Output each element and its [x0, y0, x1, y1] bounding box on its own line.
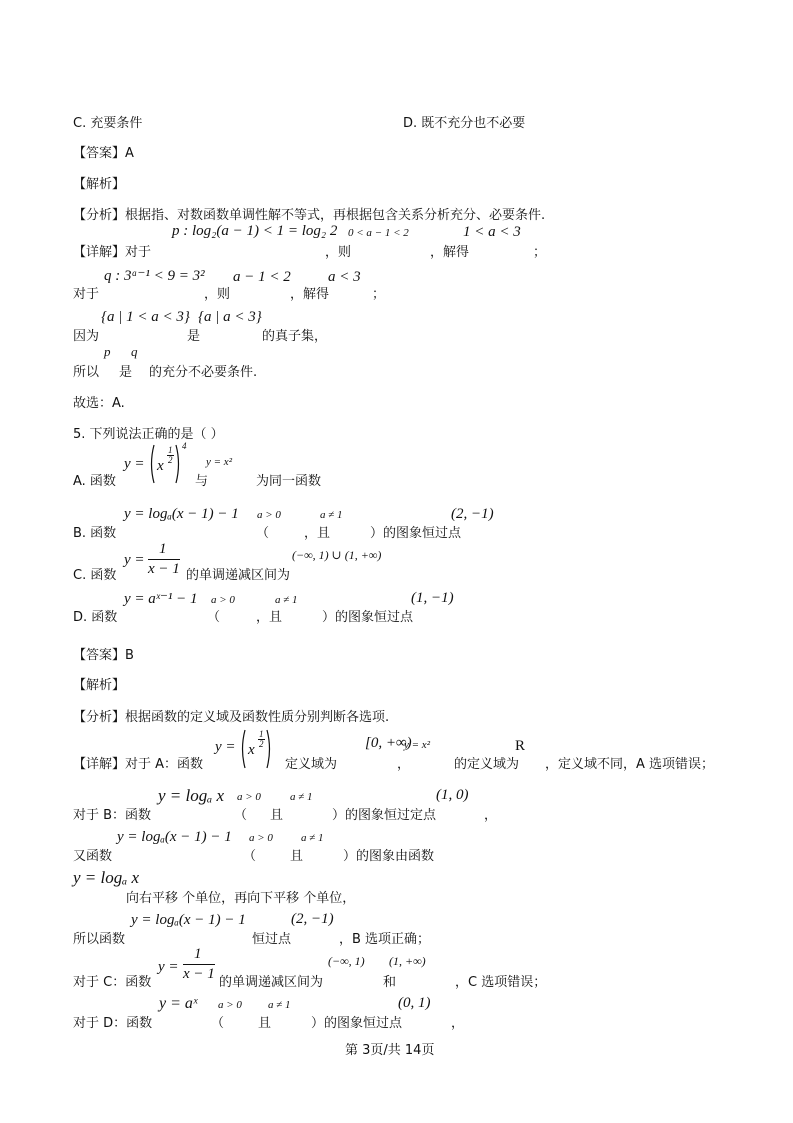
- math-fb: y = logₐ(x − 1) − 1: [124, 506, 239, 522]
- option-c-label: C. 函数: [73, 568, 117, 583]
- math-fd: y = aˣ⁻¹ − 1: [124, 591, 198, 607]
- math-sh-fb: y = logₐ(x − 1) − 1: [131, 912, 246, 928]
- math-fa-paren: [148, 443, 182, 485]
- option-c-text: 的单调递减区间为: [186, 568, 291, 583]
- answer-label: 【答案】A: [73, 146, 134, 161]
- because-b: 是: [187, 329, 201, 344]
- math-yh-a-ne1: a ≠ 1: [301, 832, 324, 844]
- detail-c-2: 的单调递减区间为: [219, 975, 324, 990]
- option-d-open: （: [207, 610, 221, 625]
- detail-d-1: 对于 D：函数: [73, 1016, 153, 1031]
- option-b-label: B. 函数: [73, 526, 117, 541]
- detail-b-2: （: [234, 808, 248, 823]
- analysis-heading: 【解析】: [73, 177, 126, 192]
- math-b-a-gt0: a > 0: [257, 509, 281, 521]
- math-xc-int-left: (−∞, 1): [328, 954, 365, 968]
- detail-line-1a: 【详解】对于: [73, 245, 152, 260]
- detail-line-1b: ，则: [325, 245, 352, 260]
- because-a: 因为: [73, 329, 100, 344]
- math-xa-domain: [0, +∞): [365, 735, 412, 751]
- math-fa-x: x: [157, 458, 164, 474]
- math-xb-a-gt0: a > 0: [237, 791, 261, 803]
- option-a-label: A. 函数: [73, 474, 116, 489]
- detail-b-3: 且: [270, 808, 284, 823]
- detail-a-2: 定义域为: [285, 757, 338, 772]
- detail-a-4: 的定义域为: [454, 757, 520, 772]
- detail-c-4: ，C 选项错误；: [455, 975, 547, 990]
- math-xc-int-right: (1, +∞): [389, 954, 426, 968]
- detail-b-5: ，: [484, 808, 498, 823]
- math-xc-num: 1: [194, 946, 202, 962]
- also-1: 又函数: [73, 849, 113, 864]
- so-1: 所以函数: [73, 932, 126, 947]
- detail-line-1c: ，解得: [430, 245, 470, 260]
- detail-c-1: 对于 C：函数: [73, 975, 152, 990]
- math-xa-half-num: 1: [259, 729, 264, 739]
- shift-text: 向右平移 个单位，再向下平移 个单位，: [126, 891, 356, 906]
- analysis-summary: 【分析】根据指、对数函数单调性解不等式，再根据包含关系分析充分、必要条件.: [73, 208, 546, 223]
- bracket-graphic: [148, 443, 182, 485]
- detail-b-1: 对于 B：函数: [73, 808, 152, 823]
- math-log-x: y = logₐ x: [73, 868, 140, 887]
- math-d-a-ne1: a ≠ 1: [275, 594, 298, 606]
- detail-a-1: 【详解】对于 A：函数: [73, 757, 204, 772]
- detail-d-2: （: [211, 1016, 225, 1031]
- math-fc-y: y =: [124, 552, 145, 568]
- therefore-a: 所以: [73, 365, 100, 380]
- also-4: ）的图象由函数: [343, 849, 435, 864]
- math-xa-x: x: [248, 742, 255, 758]
- math-p: p: [104, 344, 111, 359]
- page-footer: 第 3页/共 14页: [345, 1043, 435, 1058]
- math-a-lt-3: a < 3: [328, 269, 361, 285]
- math-set-1: {a | 1 < a < 3}: [101, 309, 190, 325]
- math-fa-power: 4: [182, 441, 187, 451]
- option-d-and: ，且: [256, 610, 283, 625]
- math-xa-R: R: [515, 738, 526, 754]
- option-c: C. 充要条件: [73, 116, 143, 131]
- math-xc-y: y =: [158, 959, 179, 975]
- math-a-lt-2: a − 1 < 2: [233, 269, 291, 285]
- math-q: q: [131, 344, 138, 359]
- math-xa-paren: [239, 728, 273, 770]
- option-b-and: ，且: [304, 526, 331, 541]
- option-b-point: ）的图象恒过点: [370, 526, 462, 541]
- math-xc-frac-line: [183, 964, 215, 965]
- math-fa-half-num: 1: [168, 445, 173, 455]
- detail-d-3: 且: [258, 1016, 272, 1031]
- choose-a: 故选：A.: [73, 396, 125, 411]
- option-a-same: 为同一函数: [256, 474, 322, 489]
- math-xb-point: (1, 0): [436, 787, 469, 803]
- because-c: 的真子集，: [262, 329, 328, 344]
- math-set-2: {a | a < 3}: [198, 309, 262, 325]
- math-fc-num: 1: [159, 541, 167, 557]
- math-fa-ysq: y = x²: [206, 456, 232, 468]
- detail-line-2c: ，解得: [290, 287, 330, 302]
- analysis-heading-2: 【解析】: [73, 678, 126, 693]
- math-fc-den: x − 1: [148, 561, 180, 577]
- math-a-range: 0 < a − 1 < 2: [348, 227, 409, 239]
- detail-line-1d: ；: [533, 245, 547, 260]
- option-b-open: （: [256, 526, 270, 541]
- math-d-point: (1, −1): [411, 590, 454, 606]
- option-d-label: D. 函数: [73, 610, 118, 625]
- math-sh-point: (2, −1): [291, 911, 334, 927]
- detail-line-2b: ，则: [204, 287, 231, 302]
- detail-b-4: ）的图象恒过定点: [332, 808, 437, 823]
- math-xd-a-gt0: a > 0: [218, 999, 242, 1011]
- math-xd-ax: y = aˣ: [159, 995, 198, 1012]
- math-b-a-ne1: a ≠ 1: [320, 509, 343, 521]
- math-xb-log: y = logₐ x: [158, 786, 225, 805]
- option-d: D. 既不充分也不必要: [403, 116, 526, 131]
- also-2: （: [243, 849, 257, 864]
- math-p-inequality: p : log₂(a − 1) < 1 = log₂ 2: [172, 223, 338, 239]
- math-yh-a-gt0: a > 0: [249, 832, 273, 844]
- bracket-graphic-2: [239, 728, 273, 770]
- math-xa-y: y =: [215, 739, 236, 755]
- detail-a-5: ，定义域不同，A 选项错误；: [545, 757, 715, 772]
- therefore-b: 是: [119, 365, 133, 380]
- detail-a-3: ，: [397, 757, 411, 772]
- detail-line-2a: 对于: [73, 287, 100, 302]
- answer-label-2: 【答案】B: [73, 648, 134, 663]
- math-c-interval: (−∞, 1) ∪ (1, +∞): [292, 548, 382, 562]
- math-xb-a-ne1: a ≠ 1: [290, 791, 313, 803]
- math-q-inequality: q : 3ᵃ⁻¹ < 9 = 3²: [104, 268, 205, 284]
- so-3: ，B 选项正确；: [339, 932, 431, 947]
- also-3: 且: [290, 849, 304, 864]
- math-d-a-gt0: a > 0: [211, 594, 235, 606]
- math-xd-point: (0, 1): [398, 995, 431, 1011]
- option-d-point: ）的图象恒过点: [322, 610, 414, 625]
- so-2: 恒过点: [252, 932, 292, 947]
- detail-line-2d: ；: [372, 287, 386, 302]
- detail-c-3: 和: [383, 975, 397, 990]
- math-yh-fb: y = logₐ(x − 1) − 1: [117, 829, 232, 845]
- analysis-summary-2: 【分析】根据函数的定义域及函数性质分别判断各选项.: [73, 710, 390, 725]
- therefore-c: 的充分不必要条件.: [149, 365, 258, 380]
- math-xd-a-ne1: a ≠ 1: [268, 999, 291, 1011]
- math-b-point: (2, −1): [451, 506, 494, 522]
- detail-d-5: ，: [451, 1016, 465, 1031]
- detail-d-4: ）的图象恒过点: [311, 1016, 403, 1031]
- math-xc-den: x − 1: [183, 966, 215, 982]
- math-a-solution: 1 < a < 3: [463, 224, 521, 240]
- math-fa-half-den: 2: [168, 455, 173, 465]
- math-xa-half-den: 2: [259, 739, 264, 749]
- option-a-with: 与: [195, 474, 209, 489]
- question-5: 5. 下列说法正确的是（ ）: [73, 427, 224, 442]
- math-fa-y: y =: [124, 456, 145, 472]
- math-xa-ysq: y = x²: [404, 739, 430, 751]
